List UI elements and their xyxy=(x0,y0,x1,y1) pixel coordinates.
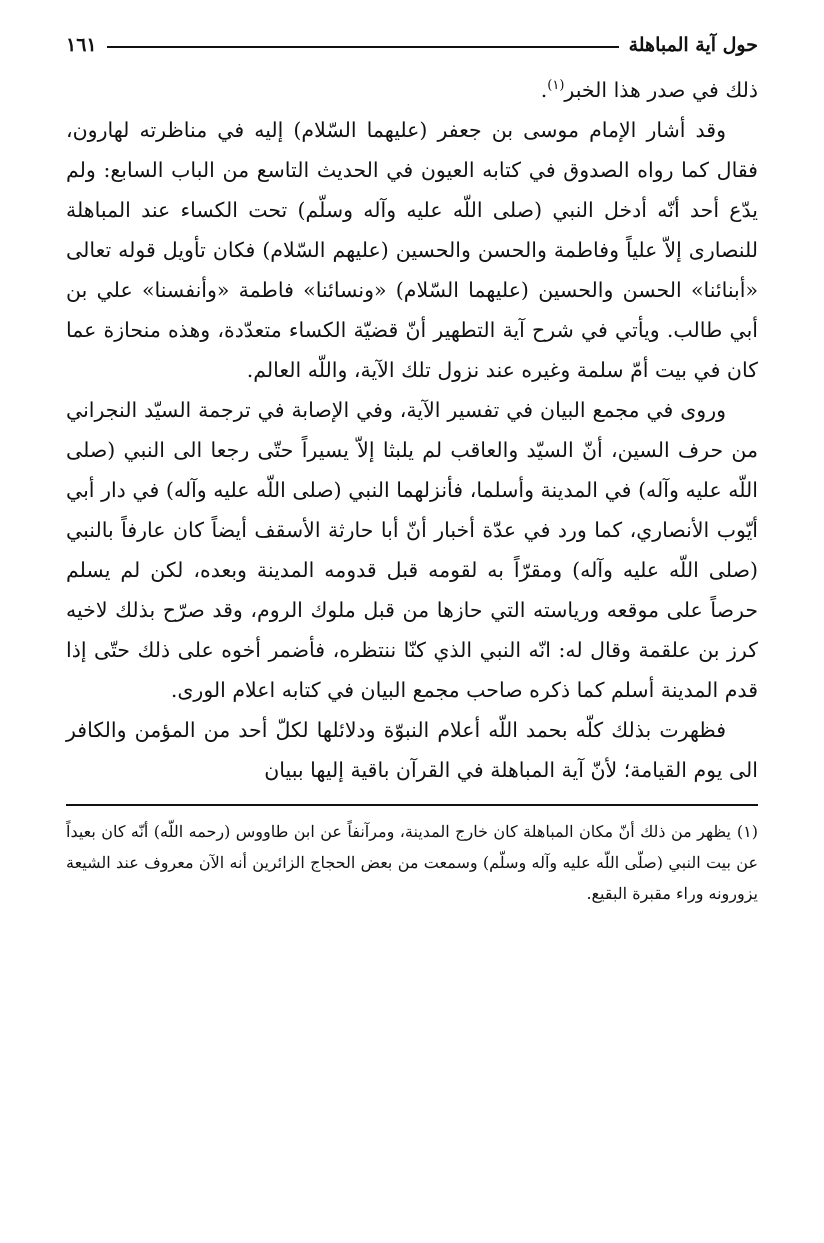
paragraph-text: ذلك في صدر هذا الخبر xyxy=(564,78,758,102)
paragraph-3: فظهرت بذلك كلّه بحمد اللّه أعلام النبوّة ودلائلها لكلّ أحد من المؤمن والكافر الى يوم القيامة؛ لأنّ آية المباهلة في القرآن باقية إليها ببيان xyxy=(66,718,758,782)
book-page xyxy=(66,28,758,909)
footnote-marker: (١) xyxy=(736,822,759,841)
paragraph-continuation xyxy=(66,70,758,110)
running-header xyxy=(66,28,758,62)
footnote-reference: (١) xyxy=(547,78,565,94)
header-rule xyxy=(107,46,619,48)
paragraph-1: وقد أشار الإمام موسى بن جعفر (عليهما السّلام) إليه في مناظرته لهارون، فقال كما رواه الصدوق في كتابه العيون في الحديث التاسع من الباب السابع: ولم يدّع أحد أنّه أدخل النبي (صلى اللّه عليه وآله وسلّم) تحت الكساء عند المباهلة للنصارى إلاّ علياً وفاطمة والحسن والحسين (عليهم السّلام) فكان تأويل قوله تعالى «أبنائنا» الحسن والحسين (عليهما السّلام) «ونسائنا» فاطمة «وأنفسنا» علي بن أبي طالب. ويأتي في شرح آية التطهير أنّ قضيّة الكساء متعدّدة، وهذه منحازة عما كان في بيت أمّ سلمة وغيره عند نزول تلك الآية، واللّه العالم. xyxy=(66,118,758,382)
paragraph-2: وروى في مجمع البيان في تفسير الآية، وفي الإصابة في ترجمة السيّد النجراني من حرف السين، أنّ السيّد والعاقب لم يلبثا إلاّ يسيراً حتّى رجعا الى النبي (صلى اللّه عليه وآله) في المدينة وأسلما، فأنزلهما النبي (صلى اللّه عليه وآله) في دار أبي أيّوب الأنصاري، كما ورد في عدّة أخبار أنّ أبا حارثة الأسقف أيضاً كان عارفاً بالنبي (صلى اللّه عليه وآله) ومقرّاً به لقومه قبل قدومه المدينة وبعده، لكن لم يسلم حرصاً على موقعه ورياسته التي حازها من قبل ملوك الروم، وقد صرّح بذلك لاخيه كرز بن علقمة وقال له: انّه النبي الذي كنّا ننتظره، فأضمر أخوه على ذلك حتّى إذا قدم المدينة أسلم كما ذكره صاحب مجمع البيان في كتابه اعلام الورى. xyxy=(66,398,758,702)
footnote xyxy=(66,816,758,909)
footnote-rule xyxy=(66,804,758,806)
page-number: ١٦١ xyxy=(66,34,97,56)
running-title: حول آية المباهلة xyxy=(628,34,758,56)
footnote-text: يظهر من ذلك أنّ مكان المباهلة كان خارج المدينة، ومرآنفاً عن ابن طاووس (رحمه اللّه) أنّه كان بعيداً عن بيت النبي (صلّى اللّه عليه وآله وسلّم) وسمعت من بعض الحجاج الزائرين أنه الآن معروف عند الشيعة يزورونه وراء مقبرة البقيع. xyxy=(66,822,758,903)
footnotes xyxy=(66,816,758,909)
paragraph-end-mark: . xyxy=(540,78,548,102)
body-text xyxy=(66,70,758,790)
